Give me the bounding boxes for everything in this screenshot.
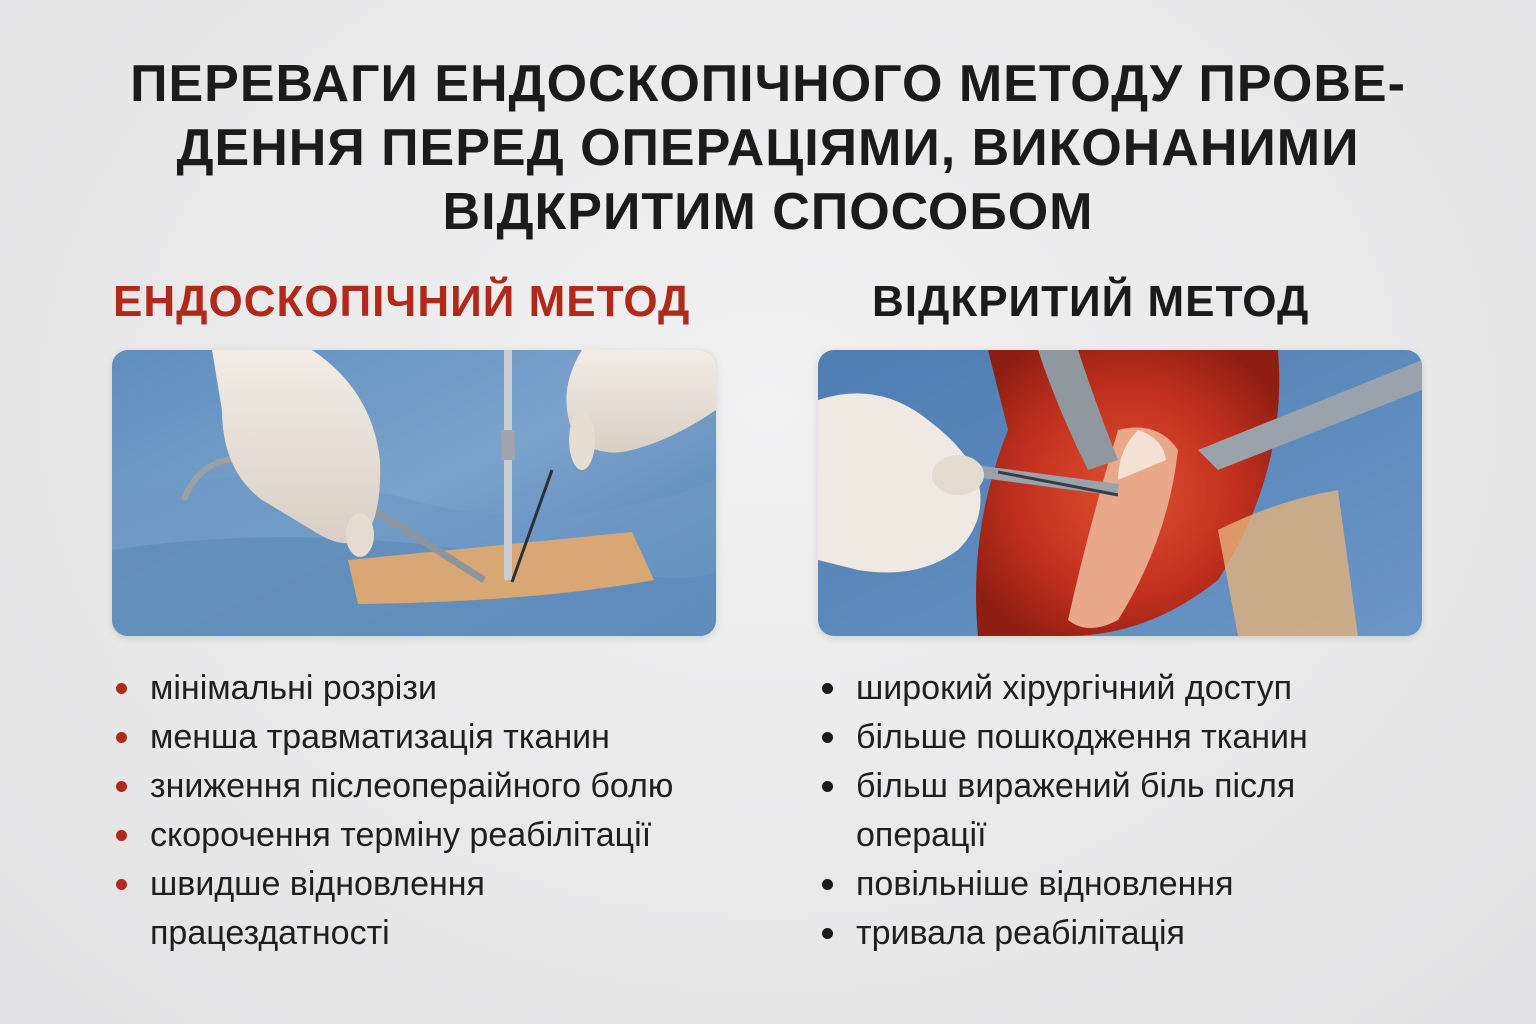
list-item-text: зниження післеопераійного болю bbox=[150, 767, 674, 805]
list-item-text: мінімальні розрізи bbox=[150, 669, 437, 707]
list-item-text: повільніше відновлення bbox=[856, 865, 1234, 903]
list-item-text: більше пошкодження тканин bbox=[856, 718, 1308, 756]
title-line-1: ПЕРЕВАГИ ЕНДОСКОПІЧНОГО МЕТОДУ ПРОВЕ- bbox=[130, 55, 1406, 113]
page-title bbox=[80, 52, 1456, 244]
list-item bbox=[818, 713, 1438, 762]
title-line-2: ДЕННЯ ПЕРЕД ОПЕРАЦІЯМИ, ВИКОНАНИМИ bbox=[176, 119, 1360, 177]
list-item-text: тривала реабілітація bbox=[856, 914, 1185, 952]
bullet-icon bbox=[822, 732, 833, 743]
list-item bbox=[112, 811, 792, 860]
list-item bbox=[112, 664, 792, 713]
endoscopic-surgery-photo bbox=[112, 350, 716, 636]
list-item bbox=[818, 860, 1438, 909]
list-item bbox=[818, 909, 1438, 958]
list-item bbox=[112, 860, 590, 958]
bullet-icon bbox=[822, 781, 833, 792]
bullet-icon bbox=[116, 683, 127, 694]
list-item-text: скорочення терміну реабілітації bbox=[150, 816, 652, 854]
list-item-text: більш виражений біль після операції bbox=[856, 767, 1296, 854]
bullet-icon bbox=[116, 830, 127, 841]
open-method-drawbacks-list bbox=[818, 664, 1438, 958]
bullet-icon bbox=[822, 879, 833, 890]
list-item-text: менша травматизація тканин bbox=[150, 718, 610, 756]
bullet-icon bbox=[116, 781, 127, 792]
bullet-icon bbox=[822, 683, 833, 694]
list-item bbox=[112, 762, 792, 811]
title-line-3: ВІДКРИТИМ СПОСОБОМ bbox=[442, 183, 1094, 241]
endoscopic-advantages-list bbox=[112, 664, 792, 958]
list-item-text: широкий хірургічний доступ bbox=[856, 669, 1292, 707]
list-item bbox=[818, 664, 1438, 713]
list-item-text: швидше відновлення працездатності bbox=[150, 865, 485, 952]
bullet-icon bbox=[116, 879, 127, 890]
open-surgery-photo bbox=[818, 350, 1422, 636]
list-item bbox=[112, 713, 792, 762]
bullet-icon bbox=[116, 732, 127, 743]
endoscopic-method-heading: ЕНДОСКОПІЧНИЙ МЕТОД bbox=[113, 277, 691, 326]
list-item bbox=[818, 762, 1356, 860]
bullet-icon bbox=[822, 928, 833, 939]
open-method-heading: ВІДКРИТИЙ МЕТОД bbox=[872, 277, 1310, 326]
